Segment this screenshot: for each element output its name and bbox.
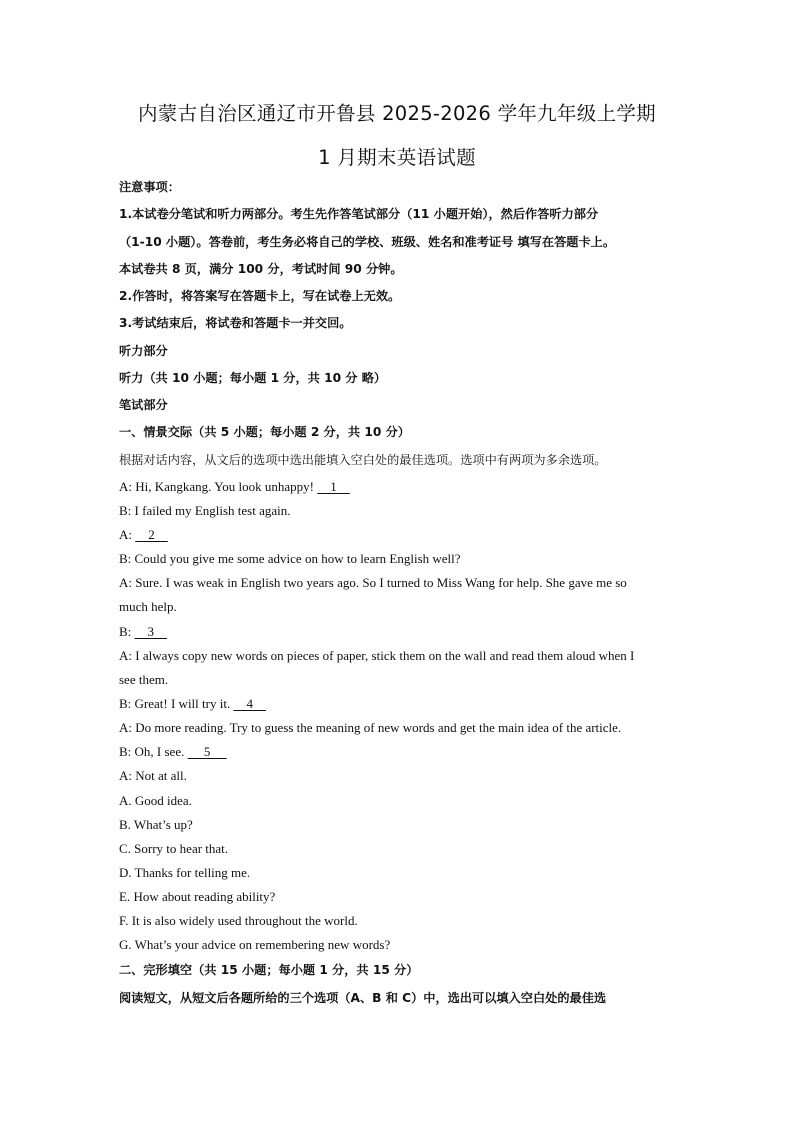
option-e: E. How about reading ability? xyxy=(119,889,276,904)
notice-heading: 注意事项： xyxy=(119,180,180,194)
dialogue-text: B: I failed my English test again. xyxy=(119,503,291,518)
option-f: F. It is also widely used throughout the world. xyxy=(119,913,358,928)
dialogue-text: see them. xyxy=(119,672,169,687)
dialogue-text: A: Not at all. xyxy=(119,768,187,783)
section2-instruction: 阅读短文，从短文后各题所给的三个选项（A、B 和 C）中，选出可以填入空白处的最佳选 xyxy=(119,991,607,1005)
dialogue-line xyxy=(119,551,679,567)
section1-instruction: 根据对话内容，从文后的选项中选出能填入空白处的最佳选项。选项中有两项为多余选项。 xyxy=(119,453,607,467)
option-a: A. Good idea. xyxy=(119,793,192,808)
notice-item-3: 3.考试结束后，将试卷和答题卡一并交回。 xyxy=(119,316,352,330)
exam-title-line1: 内蒙古自治区通辽市开鲁县 2025-2026 学年九年级上学期 xyxy=(138,102,656,125)
dialogue-text: A: I always copy new words on pieces of paper, stick them on the wall and read them aloud when I xyxy=(119,648,635,663)
dialogue-line xyxy=(119,768,679,784)
option-c: C. Sorry to hear that. xyxy=(119,841,229,856)
notice-item-1c: 本试卷共 8 页，满分 100 分，考试时间 90 分钟。 xyxy=(119,262,403,276)
answer-blank: 2 xyxy=(135,527,168,542)
dialogue-line xyxy=(119,648,679,664)
dialogue-text: A: Sure. I was weak in English two years ago. So I turned to Miss Wang for help. She gave me so xyxy=(119,575,627,590)
answer-blank: 3 xyxy=(134,624,168,639)
notice-item-2: 2.作答时，将答案写在答题卡上，写在试卷上无效。 xyxy=(119,289,401,303)
dialogue-line xyxy=(119,624,679,640)
dialogue-line xyxy=(119,527,679,543)
option-d: D. Thanks for telling me. xyxy=(119,865,251,880)
option-g: G. What’s your advice on remembering new words? xyxy=(119,937,391,952)
dialogue-line xyxy=(119,720,679,736)
dialogue-line xyxy=(119,672,679,688)
answer-blank: 5 xyxy=(187,744,227,759)
answer-blank: 4 xyxy=(233,696,266,711)
dialogue-text: B: xyxy=(119,624,135,639)
dialogue-text: A: Do more reading. Try to guess the meaning of new words and get the main idea of the article. xyxy=(119,720,622,735)
dialogue-line xyxy=(119,575,679,591)
dialogue-text: A: xyxy=(119,527,136,542)
dialogue-text: B: Great! I will try it. xyxy=(119,696,234,711)
dialogue-text: B: Could you give me some advice on how to learn English well? xyxy=(119,551,461,566)
answer-blank: 1 xyxy=(317,479,350,494)
written-heading: 笔试部分 xyxy=(119,398,168,412)
dialogue-line xyxy=(119,479,679,495)
dialogue-text: much help. xyxy=(119,599,177,614)
notice-item-1b: （1-10 小题）。答卷前，考生务必将自己的学校、班级、姓名和准考证号 填写在答题卡上。 xyxy=(119,235,616,249)
dialogue-line xyxy=(119,744,679,760)
dialogue-text: A: Hi, Kangkang. You look unhappy! xyxy=(119,479,318,494)
dialogue-text: B: Oh, I see. xyxy=(119,744,188,759)
section2-heading: 二、完形填空（共 15 小题；每小题 1 分，共 15 分） xyxy=(119,963,419,977)
option-b: B. What’s up? xyxy=(119,817,193,832)
dialogue-line xyxy=(119,599,679,615)
notice-item-1a: 1.本试卷分笔试和听力两部分。考生先作答笔试部分（11 小题开始），然后作答听力部分 xyxy=(119,207,599,221)
listening-heading: 听力部分 xyxy=(119,344,168,358)
dialogue-line xyxy=(119,503,679,519)
dialogue-line xyxy=(119,696,679,712)
listening-description: 听力（共 10 小题；每小题 1 分，共 10 分 略） xyxy=(119,371,387,385)
exam-title-line2: 1 月期末英语试题 xyxy=(318,146,476,169)
section1-heading: 一、情景交际（共 5 小题；每小题 2 分，共 10 分） xyxy=(119,425,410,439)
